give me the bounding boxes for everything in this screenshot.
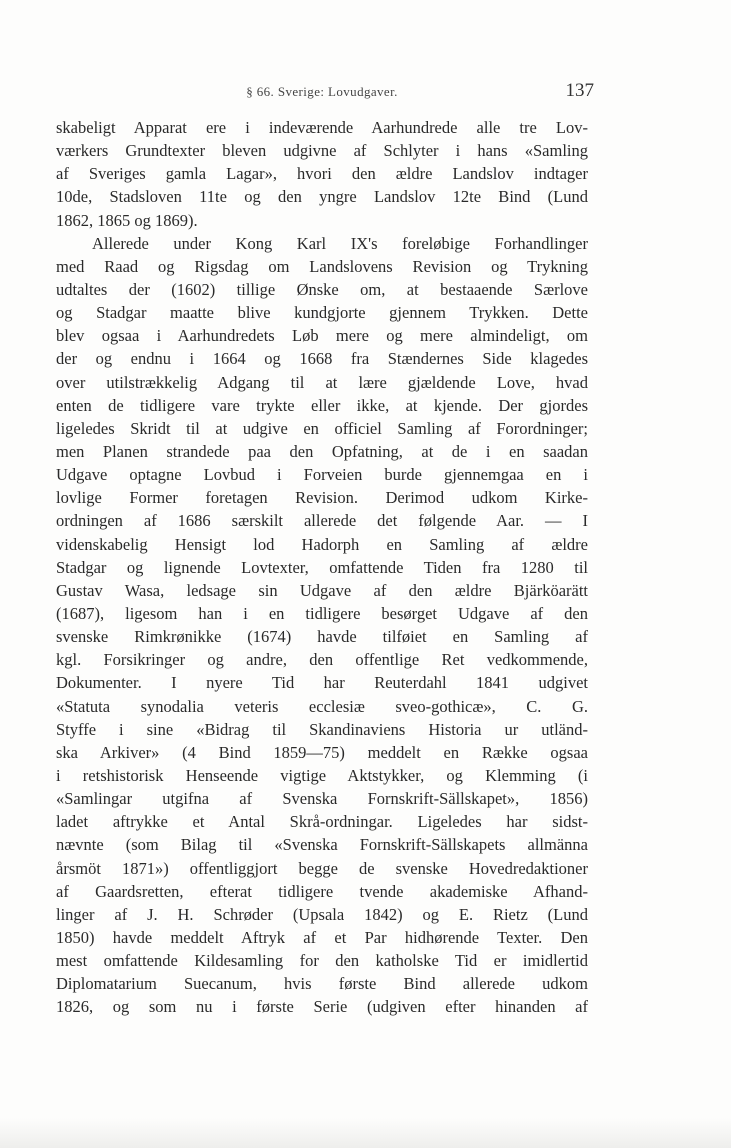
text-line: årsmöt 1871») offentliggjort begge de svenske Hovedredaktioner xyxy=(56,858,588,878)
page-header xyxy=(56,80,594,104)
text-line: linger af J. H. Schrøder (Upsala 1842) og E. Rietz (Lund xyxy=(56,904,588,924)
text-line: (1687), ligesom han i en tidligere besørget Udgave af den xyxy=(56,603,588,623)
text-line: over utilstrækkelig Adgang til at lære gjældende Love, hvad xyxy=(56,372,588,392)
text-line: lovlige Former foretagen Revision. Derimod udkom Kirke- xyxy=(56,488,588,508)
text-line: svenske Rimkrønikke (1674) havde tilføiet en Samling af xyxy=(56,627,588,647)
text-line: Diplomatarium Suecanum, hvis første Bind allerede udkom xyxy=(56,974,588,994)
text-line: Stadgar og lignende Lovtexter, omfattende Tiden fra 1280 til xyxy=(56,557,588,577)
text-line: videnskabelig Hensigt lod Hadorph en Samling af ældre xyxy=(56,534,588,554)
text-line: skabeligt Apparat ere i indeværende Aarhundrede alle tre Lov- xyxy=(56,118,588,137)
text-line: af Sveriges gamla Lagar», hvori den ældre Landslov indtager xyxy=(56,164,588,184)
text-line: blev ogsaa i Aarhundredets Løb mere og mere almindeligt, om xyxy=(56,326,588,346)
running-head: § 66. Sverige: Lovudgaver. xyxy=(246,84,398,99)
text-line: 1850) havde meddelt Aftryk af et Par hidhørende Texter. Den xyxy=(56,927,588,947)
text-line: men Planen strandede paa den Opfatning, at de i en saadan xyxy=(56,441,588,461)
text-line: ska Arkiver» (4 Bind 1859—75) meddelt en Række ogsaa xyxy=(56,742,588,762)
text-line: og Stadgar maatte blive kundgjorte gjennem Trykken. Dette xyxy=(56,303,588,323)
text-line: Gustav Wasa, ledsage sin Udgave af den ældre Bjärköarätt xyxy=(56,580,588,600)
text-line: værkers Grundtexter bleven udgivne af Schlyter i hans «Samling xyxy=(56,141,588,161)
text-line: enten de tidligere vare trykte eller ikke, at kjende. Der gjordes xyxy=(56,395,588,415)
text-line: i retshistorisk Henseende vigtige Aktstykker, og Klemming (i xyxy=(56,765,588,785)
text-line: der og endnu i 1664 og 1668 fra Stændernes Side klagedes xyxy=(56,349,588,369)
text-line: mest omfattende Kildesamling for den katholske Tid er imidlertid xyxy=(56,951,588,971)
text-line: «Statuta synodalia veteris ecclesiæ sveo-gothicæ», C. G. xyxy=(56,696,588,716)
text-line: Dokumenter. I nyere Tid har Reuterdahl 1841 udgivet xyxy=(56,673,588,693)
text-line: 1862, 1865 og 1869). xyxy=(56,210,198,230)
text-line: 10de, Stadsloven 11te og den yngre Landslov 12te Bind (Lund xyxy=(56,187,588,207)
text-line: Allerede under Kong Karl IX's foreløbige Forhandlinger xyxy=(92,233,588,253)
body-text xyxy=(56,116,588,1018)
text-line: kgl. Forsikringer og andre, den offentlige Ret vedkommende, xyxy=(56,650,588,670)
text-line: ladet aftrykke et Antal Skrå-ordningar. Ligeledes har sidst- xyxy=(56,812,588,832)
text-line: udtaltes der (1602) tillige Ønske om, at bestaaende Særlove xyxy=(56,279,588,299)
page-number: 137 xyxy=(565,80,594,101)
text-line: Udgave optagne Lovbud i Forveien burde gjennemgaa en i xyxy=(56,465,588,485)
text-line: ordningen af 1686 særskilt allerede det følgende Aar. — I xyxy=(56,511,588,531)
text-line: 1826, og som nu i første Serie (udgiven efter hinanden af xyxy=(56,997,588,1017)
text-line: nævnte (som Bilag til «Svenska Fornskrift-Sällskapets allmänna xyxy=(56,835,588,855)
text-line: Styffe i sine «Bidrag til Skandinaviens Historia ur utländ- xyxy=(56,719,588,739)
text-line: af Gaardsretten, efterat tidligere tvende akademiske Afhand- xyxy=(56,881,588,901)
text-line: med Raad og Rigsdag om Landslovens Revision og Trykning xyxy=(56,256,588,276)
text-line: «Samlingar utgifna af Svenska Fornskrift-Sällskapet», 1856) xyxy=(56,789,588,809)
page-bottom-edge xyxy=(0,1118,731,1148)
text-line: ligeledes Skridt til at udgive en officiel Samling af Forordninger; xyxy=(56,418,588,438)
